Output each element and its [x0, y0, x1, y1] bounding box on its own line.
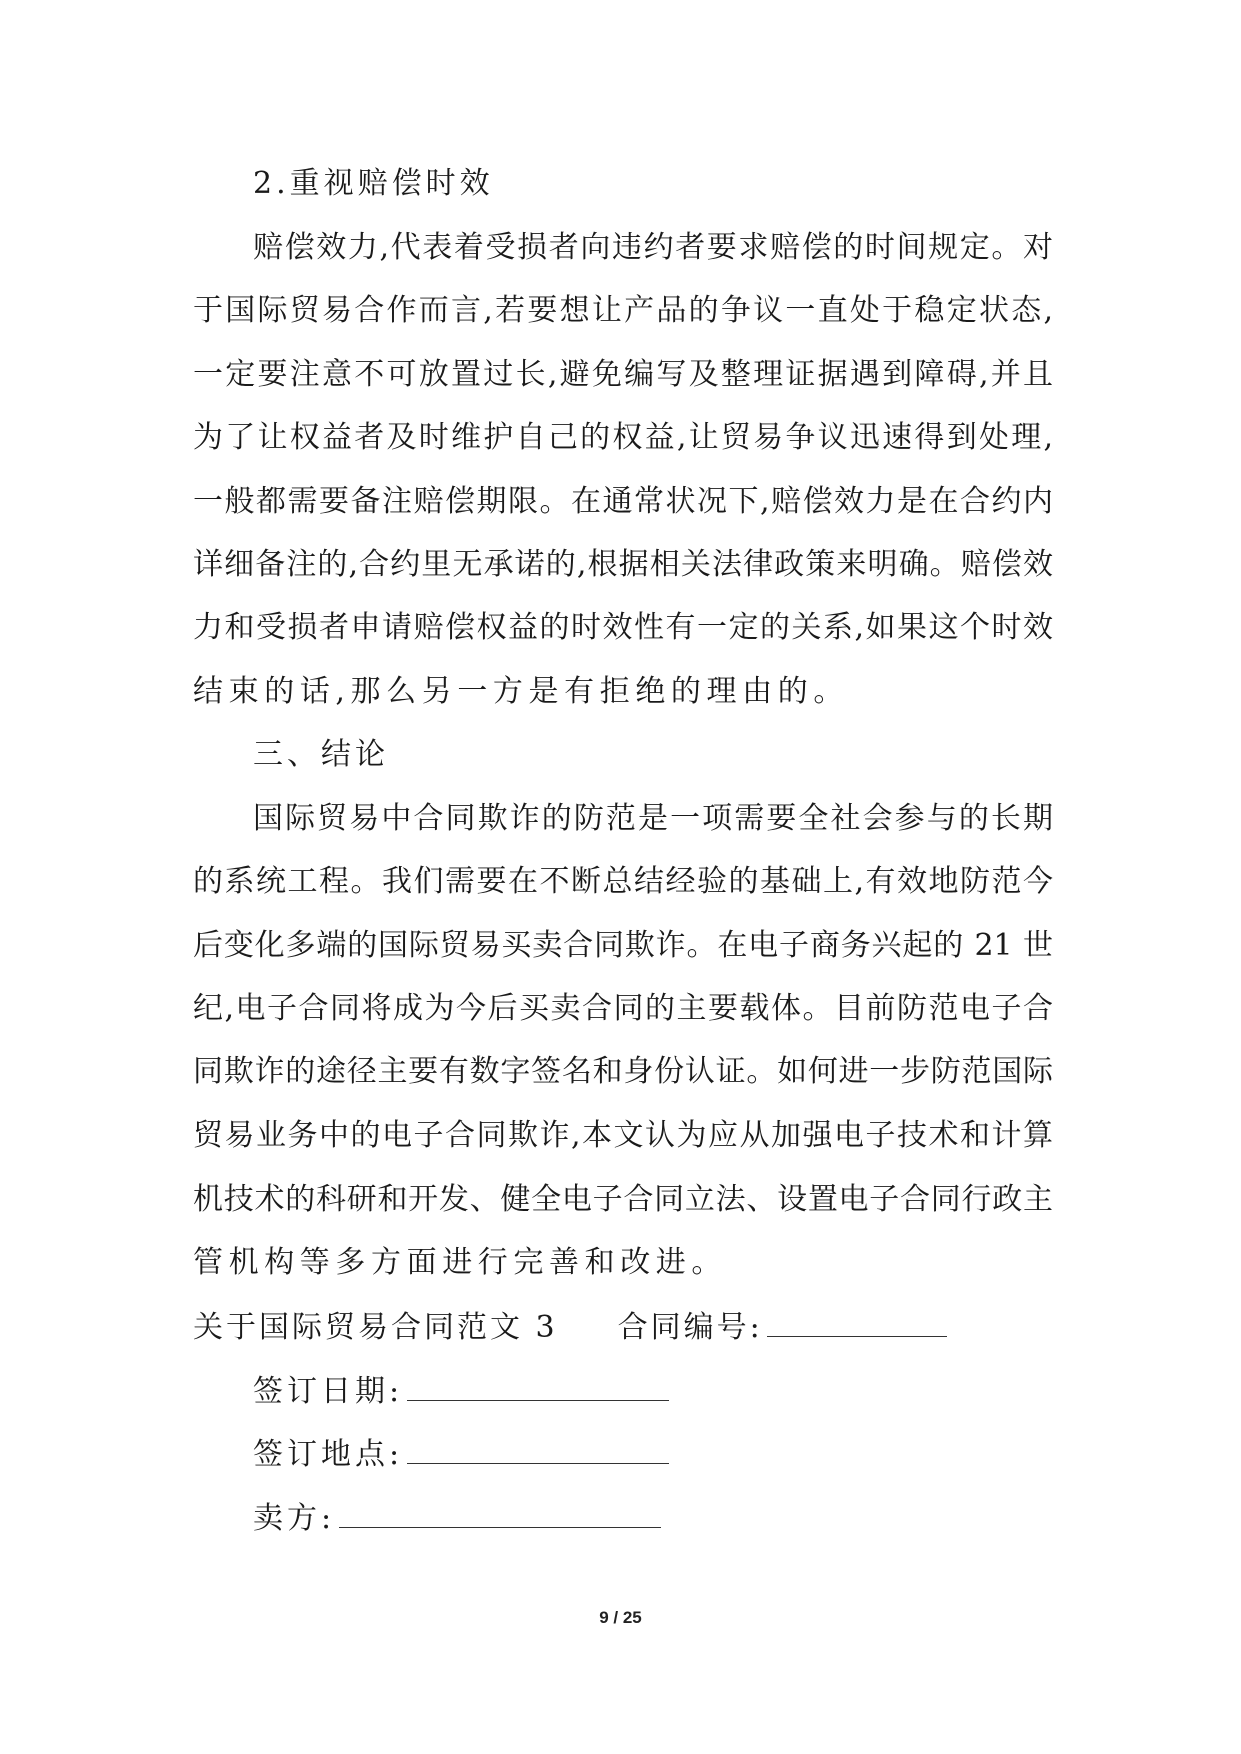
paragraph-line: 为了让权益者及时维护自己的权益,让贸易争议迅速得到处理,: [193, 420, 1053, 455]
paragraph-line: 机技术的科研和开发、健全电子合同立法、设置电子合同行政主: [193, 1182, 1053, 1217]
page-number: 9 / 25: [599, 1608, 642, 1627]
paragraph-line: 于国际贸易合作而言,若要想让产品的争议一直处于稳定状态,: [193, 293, 1053, 328]
seller-row: [253, 1497, 1113, 1539]
sign-date-label: 签订日期:: [253, 1374, 404, 1409]
paragraph-line: 管机构等多方面进行完善和改进。: [193, 1245, 727, 1280]
paragraph-line: 一般都需要备注赔偿期限。在通常状况下,赔偿效力是在合约内: [193, 484, 1053, 519]
seller-label: 卖方:: [253, 1501, 336, 1536]
paragraph-line: 同欺诈的途径主要有数字签名和身份认证。如何进一步防范国际: [193, 1054, 1053, 1089]
contract-number-blank: [767, 1306, 947, 1337]
section-heading: 三、结论: [253, 737, 389, 772]
sign-place-label: 签订地点:: [253, 1437, 404, 1472]
sign-place-blank: [407, 1433, 669, 1464]
paragraph-line: 的系统工程。我们需要在不断总结经验的基础上,有效地防范今: [193, 864, 1053, 899]
section-heading: 2.重视赔偿时效: [253, 166, 494, 201]
contract-title: 关于国际贸易合同范文 3: [193, 1310, 558, 1345]
paragraph-line: 结束的话,那么另一方是有拒绝的理由的。: [193, 674, 849, 709]
seller-blank: [339, 1497, 661, 1528]
sign-place-row: [253, 1433, 1113, 1475]
paragraph-line: 力和受损者申请赔偿权益的时效性有一定的关系,如果这个时效: [193, 610, 1053, 645]
paragraph-line: 详细备注的,合约里无承诺的,根据相关法律政策来明确。赔偿效: [193, 547, 1053, 582]
paragraph-line: 纪,电子合同将成为今后买卖合同的主要载体。目前防范电子合: [193, 991, 1053, 1026]
paragraph-line: 后变化多端的国际贸易买卖合同欺诈。在电子商务兴起的 21 世: [193, 928, 1053, 963]
contract-number-label: 合同编号:: [617, 1310, 763, 1345]
paragraph-line: 贸易业务中的电子合同欺诈,本文认为应从加强电子技术和计算: [193, 1118, 1053, 1153]
paragraph-line: 赔偿效力,代表着受损者向违约者要求赔偿的时间规定。对: [253, 230, 1053, 265]
sign-date-row: [253, 1370, 1113, 1412]
paragraph-line: 一定要注意不可放置过长,避免编写及整理证据遇到障碍,并且: [193, 357, 1053, 392]
sign-date-blank: [407, 1370, 669, 1401]
contract-title-row: [193, 1306, 1053, 1348]
paragraph-line: 国际贸易中合同欺诈的防范是一项需要全社会参与的长期: [253, 801, 1053, 836]
